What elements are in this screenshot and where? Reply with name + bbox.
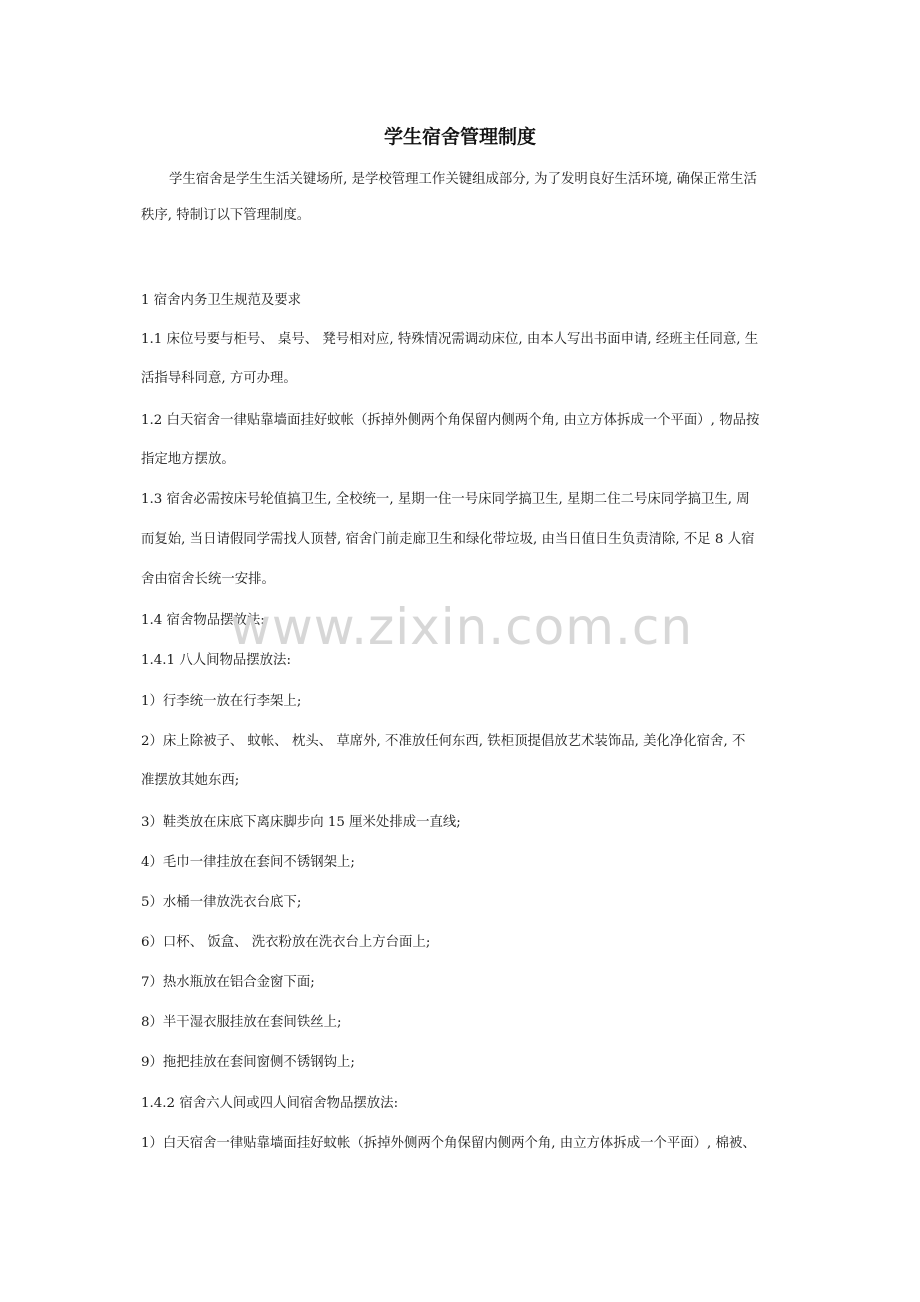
paragraph-1-4-1: 1.4.1 八人间物品摆放法: [141,653,291,668]
list-item-9: 9）拖把挂放在套间窗侧不锈钢钩上; [141,1055,355,1070]
watermark: www.zixin.com.cn [230,598,694,656]
paragraph-1-3-line-2: 而复始, 当日请假同学需找人顶替, 宿舍门前走廊卫生和绿化带垃圾, 由当日值日生负责清除, 不足 8 人宿 [141,532,755,547]
intro-line-1: 学生宿舍是学生生活关键场所, 是学校管理工作关键组成部分, 为了发明良好生活环境, 确保正常生活 [169,172,757,187]
list-item-7: 7）热水瓶放在铝合金窗下面; [141,975,315,990]
paragraph-1-1-line-1: 1.1 床位号要与柜号、 桌号、 凳号相对应, 特殊情况需调动床位, 由本人写出书面申请, 经班主任同意, 生 [141,332,759,347]
intro-line-2: 秩序, 特制订以下管理制度。 [141,208,311,223]
list-item-2-line-1: 2）床上除被子、 蚊帐、 枕头、 草席外, 不准放任何东西, 铁柜顶提倡放艺术装饰品, 美化净化宿舍, 不 [141,734,746,749]
paragraph-1-2-line-1: 1.2 白天宿舍一律贴靠墙面挂好蚊帐（拆掉外侧两个角保留内侧两个角, 由立方体拆成一个平面）, 物品按 [141,413,760,428]
section-heading-1: 1 宿舍内务卫生规范及要求 [141,293,302,308]
list-item-5: 5）水桶一律放洗衣台底下; [141,895,302,910]
list-item-8: 8）半干湿衣服挂放在套间铁丝上; [141,1015,342,1030]
paragraph-1-1-line-2: 活指导科同意, 方可办理。 [141,371,297,386]
list-item-3: 3）鞋类放在床底下离床脚步向 15 厘米处排成一直线; [141,815,461,830]
paragraph-1-4: 1.4 宿舍物品摆放法: [141,613,265,628]
paragraph-1-4-2: 1.4.2 宿舍六人间或四人间宿舍物品摆放法: [141,1096,399,1111]
paragraph-1-3-line-3: 舍由宿舍长统一安排。 [141,572,275,587]
list-item-2-line-2: 准摆放其她东西; [141,773,240,788]
list-item-4: 4）毛巾一律挂放在套间不锈钢架上; [141,855,355,870]
paragraph-1-2-line-2: 指定地方摆放。 [141,452,235,467]
page-title: 学生宿舍管理制度 [383,126,536,148]
list-item-6: 6）口杯、 饭盒、 洗衣粉放在洗衣台上方台面上; [141,935,431,950]
paragraph-1-3-line-1: 1.3 宿舍必需按床号轮值搞卫生, 全校统一, 星期一住一号床同学搞卫生, 星期二住二号床同学搞卫生, 周 [141,492,750,507]
list-item-j1: 1）白天宿舍一律贴靠墙面挂好蚊帐（拆掉外侧两个角保留内侧两个角, 由立方体拆成一个平面）, 棉被、 [141,1136,756,1151]
list-item-1: 1）行李统一放在行李架上; [141,694,302,709]
